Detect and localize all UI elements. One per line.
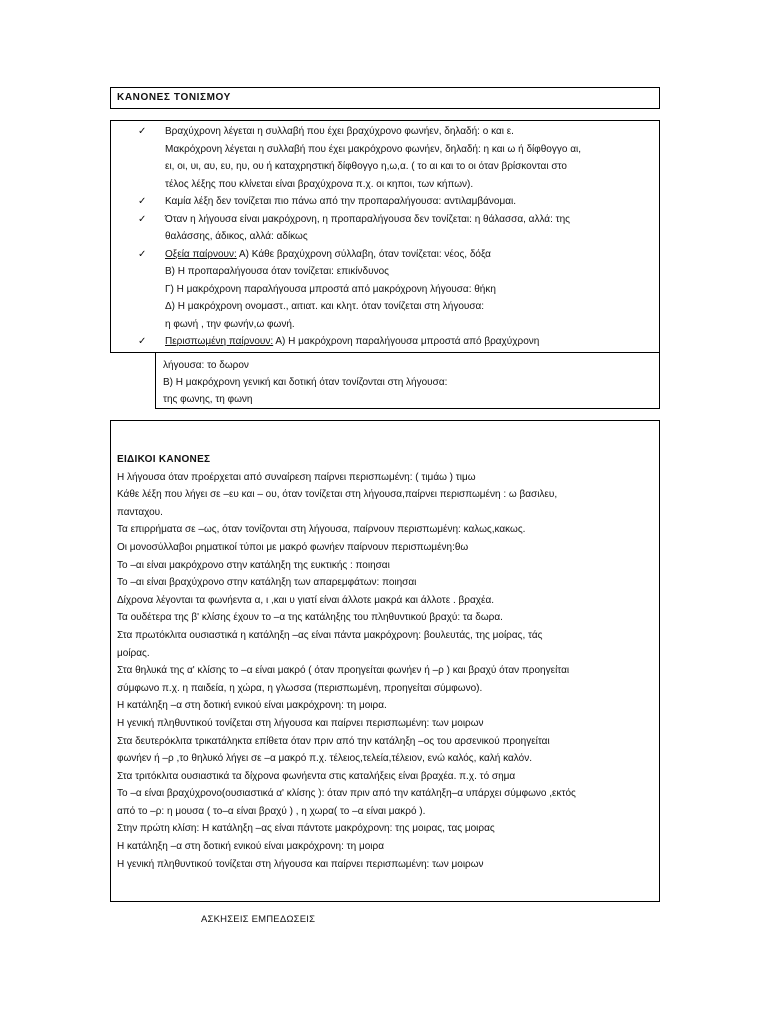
rule-line: Β) Η προπαραλήγουσα όταν τονίζεται: επικίνδυνος [165, 266, 389, 277]
special-rule-line: Δίχρονα λέγονται τα φωνήεντα α, ι ,και υ γιατί είναι άλλοτε μακρά και άλλοτε . βραχέα. [117, 594, 495, 606]
rules-list-box [110, 120, 660, 353]
rule-line: η φωνή , την φωνήν,ω φωνή. [165, 318, 295, 330]
rule-line: Βραχύχρονη λέγεται η συλλαβή που έχει βραχύχρονο φωνήεν, δηλαδή: ο και ε. [165, 126, 514, 137]
rule-label-perispomeni: Περισπωμένη παίρνουν: [165, 336, 274, 347]
special-rule-line: Το –α είναι βραχύχρονο(ουσιαστικά α' κλίσης ): όταν πριν από την κατάληξη–α υπάρχει σύμφωνο ,εκτός [117, 788, 576, 800]
check-icon: ✓ [138, 126, 147, 137]
rule-item-perispomeni [111, 333, 659, 351]
special-rule-line: από το –ρ: η μουσα ( το–α είναι βραχύ ) , η χωρα( το –α είναι μακρό ). [117, 805, 426, 817]
special-rule-line: μοίρας. [117, 647, 150, 659]
special-rule-line: Κάθε λέξη που λήγει σε –ευ και – ου, όταν τονίζεται στη λήγουσα,παίρνει περισπωμένη : ω βασιλευ, [117, 489, 558, 501]
rule-line: Μακρόχρονη λέγεται η συλλαβή που έχει μακρόχρονο φωνήεν, δηλαδή: η και ω ή δίφθογγο αι, [165, 143, 581, 155]
special-rule-line: σύμφωνο π.χ. η παιδεία, η χώρα, η γλωσσα (περισπωμένη, προηγείται σύμφωνο). [117, 682, 483, 694]
special-rule-line: Τα ουδέτερα της β' κλίσης έχουν το –α της κατάληξης του πληθυντικού βραχύ: τα δωρα. [117, 612, 503, 624]
special-rule-line: Στα πρωτόκλιτα ουσιαστικά η κατάληξη –ας είναι πάντα μακρόχρονη: βουλευτάς, της μοίρας, τάς [117, 629, 543, 641]
special-rule-line: Η γενική πληθυντικού τονίζεται στη λήγουσα και παίρνει περισπωμένη: των μοιρων [117, 858, 484, 870]
rule-line-text: Α) Κάθε βραχύχρονη σύλλαβη, όταν τονίζεται: νέος, δόξα [236, 248, 491, 260]
rule-item-syllables [111, 123, 659, 193]
continuation-line: Β) Η μακρόχρονη γενική και δοτική όταν τονίζονται στη λήγουσα: [163, 377, 448, 388]
special-rule-line: Η λήγουσα όταν προέρχεται από συναίρεση παίρνει περισπωμένη: ( τιμάω ) τιμω [117, 471, 476, 483]
check-icon: ✓ [138, 213, 147, 225]
rule-line [165, 333, 659, 351]
rule-line: ει, οι, υι, αυ, ευ, ηυ, ου ή καταχρηστική δίφθογγο η,ω,α. ( το αι και το οι όταν βρίσκονται στο [165, 161, 567, 172]
special-rules-box [110, 420, 660, 902]
special-rule-line: Η κατάληξη –α στη δοτική ενικού είναι μακρόχρονη: τη μοιρα. [117, 700, 387, 712]
rule-item-long-final [111, 211, 659, 246]
rule-label-oxeia: Οξεία παίρνουν: [165, 248, 237, 260]
special-rule-line: Το –αι είναι μακρόχρονο στην κατάληξη της ευκτικής : ποιησαι [117, 559, 390, 571]
special-rule-line: Στα τριτόκλιτα ουσιαστικά τα δίχρονα φωνήεντα στις καταλήξεις είναι βραχέα. π.χ. τό σημα [117, 770, 516, 782]
title-box [110, 87, 660, 109]
special-rule-line: Τα επιρρήματα σε –ως, όταν τονίζονται στη λήγουσα, παίρνουν περισπωμένη: καλως,κακως. [117, 524, 526, 536]
special-rule-line: Στα θηλυκά της α' κλίσης το –α είναι μακρό ( όταν προηγείται φωνήεν ή –ρ ) και βραχύ όταν προηγείται [117, 665, 570, 677]
special-rule-line: Η κατάληξη –α στη δοτική ενικού είναι μακρόχρονη: τη μοιρα [117, 841, 384, 853]
continuation-box [155, 352, 660, 409]
continuation-line: λήγουσα: το δωρον [163, 360, 249, 371]
page-title: ΚΑΝΟΝΕΣ ΤΟΝΙΣΜΟΥ [117, 92, 231, 103]
special-rule-line: Στην πρώτη κλίση: Η κατάληξη –ας είναι πάντοτε μακρόχρονη: της μοιρας, τας μοιρας [117, 823, 495, 835]
special-rule-line: Στα δευτερόκλιτα τρικατάληκτα επίθετα όταν πριν από την κατάληξη –ος του αρσενικού προηγείται [117, 735, 550, 747]
special-rule-line: φωνήεν ή –ρ ,το θηλυκό λήγει σε –α μακρό π.χ. τέλειος,τελεία,τέλειον, ενώ καλός, καλή καλόν. [117, 753, 532, 765]
rule-line: τέλος λέξης που κλίνεται είναι βραχύχρονα π.χ. οι κηποι, των κήπων). [165, 178, 474, 190]
continuation-line: της φωνης, τη φωνη [163, 394, 253, 405]
special-rule-line: Το –αι είναι βραχύχρονο στην κατάληξη των απαρεμφάτων: ποιησαι [117, 577, 417, 589]
special-rules-heading: ΕΙΔΙΚΟΙ ΚΑΝΟΝΕΣ [117, 454, 211, 465]
check-icon: ✓ [138, 336, 147, 347]
rule-line: Όταν η λήγουσα είναι μακρόχρονη, η προπαραλήγουσα δεν τονίζεται: η θάλασσα, αλλά: της [165, 213, 570, 225]
rule-line-text: Α) Η μακρόχρονη παραλήγουσα μπροστά από βραχύχρονη [273, 336, 540, 347]
rule-line: θαλάσσης, άδικος, αλλά: αδίκως [165, 231, 308, 242]
rule-line [165, 246, 659, 264]
rule-line: Γ) Η μακρόχρονη παραλήγουσα μπροστά από μακρόχρονη λήγουσα: θήκη [165, 283, 496, 295]
special-rule-line: πανταχου. [117, 506, 163, 518]
rule-item-oxeia [111, 246, 659, 334]
check-icon: ✓ [138, 196, 147, 207]
special-rule-line: Οι μονοσύλλαβοι ρηματικοί τύποι με μακρό φωνήεν παίρνουν περισπωμένη:θω [117, 541, 469, 553]
special-rule-line: Η γενική πληθυντικού τονίζεται στη λήγουσα και παίρνει περισπωμένη: των μοιρων [117, 717, 484, 729]
rule-line: Δ) Η μακρόχρονη ονομαστ., αιτιατ. και κλητ. όταν τονίζεται στη λήγουσα: [165, 301, 485, 312]
rule-line: Καμία λέξη δεν τονίζεται πιο πάνω από την προπαραλήγουσα: αντιλαμβάνομαι. [165, 196, 516, 207]
check-icon: ✓ [138, 248, 147, 260]
exercises-heading: ΑΣΚΗΣΕΙΣ ΕΜΠΕΔΩΣΕΙΣ [201, 914, 316, 925]
rule-item-antepenult [111, 193, 659, 211]
